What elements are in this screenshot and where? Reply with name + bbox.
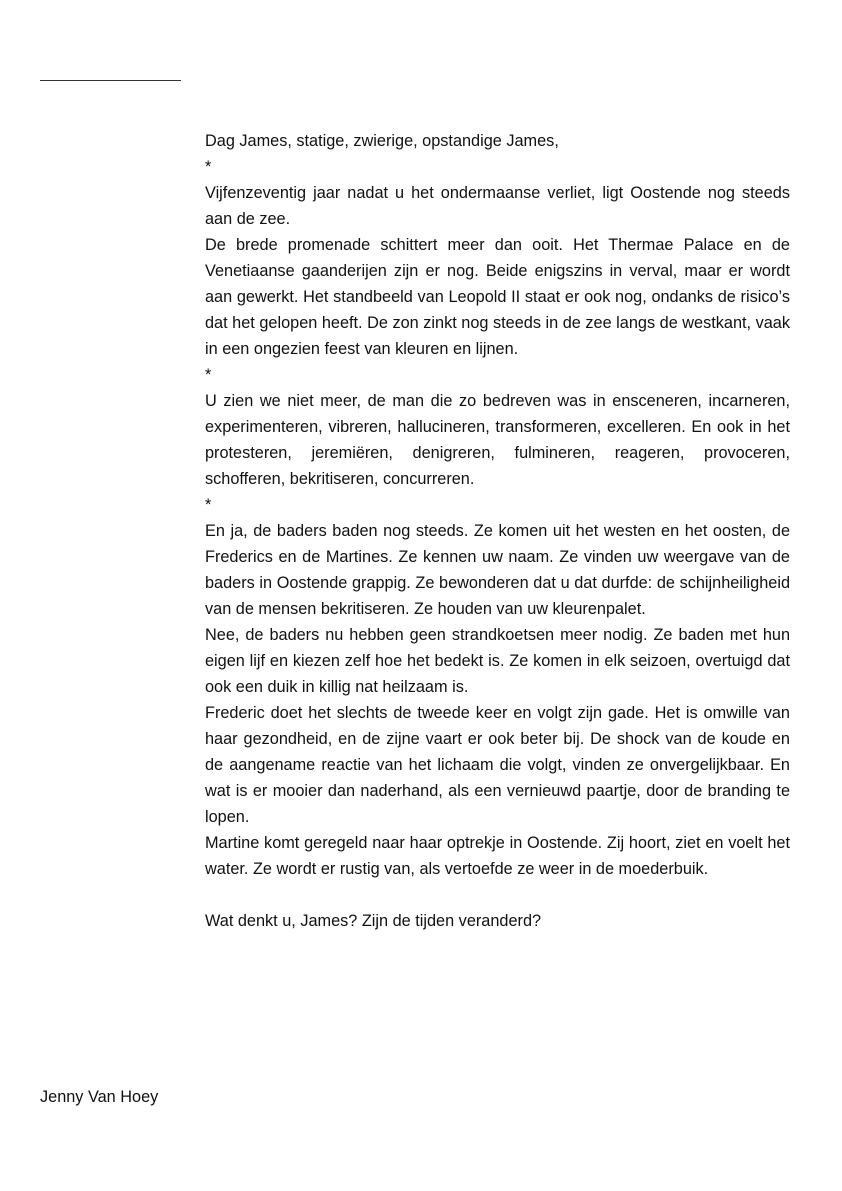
paragraph: En ja, de baders baden nog steeds. Ze komen uit het westen en het oosten, de Frederics en de Martines. Ze kennen uw naam. Ze vinden uw weergave van de baders in Oostende grappig. Ze bewonderen dat u dat durfde: de schijnheiligheid van de mensen bekritiseren. Ze houden van uw kleurenpalet. [205, 522, 790, 618]
separator: * [205, 496, 212, 514]
separator: * [205, 366, 212, 384]
paragraph: Nee, de baders nu hebben geen strandkoetsen meer nodig. Ze baden met hun eigen lijf en kiezen zelf hoe het bedekt is. Ze komen in elk seizoen, overtuigd dat ook een duik in killig nat heilzaam is. [205, 626, 790, 696]
header-rule [40, 80, 181, 81]
letter-body [205, 128, 790, 934]
paragraph: Martine komt geregeld naar haar optrekje in Oostende. Zij hoort, ziet en voelt het water. Ze wordt er rustig van, als vertoefde ze weer in de moederbuik. [205, 834, 790, 878]
author-signature: Jenny Van Hoey [40, 1088, 159, 1106]
paragraph: De brede promenade schittert meer dan ooit. Het Thermae Palace en de Venetiaanse gaanderijen zijn er nog. Beide enigszins in verval, maar er wordt aan gewerkt. Het standbeeld van Leopold II staat er ook nog, ondanks de risico’s dat het gelopen heeft. De zon zinkt nog steeds in de zee langs de westkant, vaak in een ongezien feest van kleuren en lijnen. [205, 236, 790, 358]
greeting: Dag James, statige, zwierige, opstandige James, [205, 132, 559, 150]
separator: * [205, 158, 212, 176]
closing-question: Wat denkt u, James? Zijn de tijden veranderd? [205, 912, 542, 930]
paragraph: Vijfenzeventig jaar nadat u het ondermaanse verliet, ligt Oostende nog steeds aan de zee. [205, 184, 790, 228]
paragraph: Frederic doet het slechts de tweede keer en volgt zijn gade. Het is omwille van haar gezondheid, en de zijne vaart er ook beter bij. De shock van de koude en de aangename reactie van het lichaam die volgt, vinden ze onvergelijkbaar. En wat is er mooier dan naderhand, als een vernieuwd paartje, door de branding te lopen. [205, 704, 790, 826]
paragraph: U zien we niet meer, de man die zo bedreven was in ensceneren, incarneren, experimenteren, vibreren, hallucineren, transformeren, excelleren. En ook in het protesteren, jeremiëren, denigreren, fulmineren, reageren, provoceren, schofferen, bekritiseren, concurreren. [205, 392, 790, 488]
